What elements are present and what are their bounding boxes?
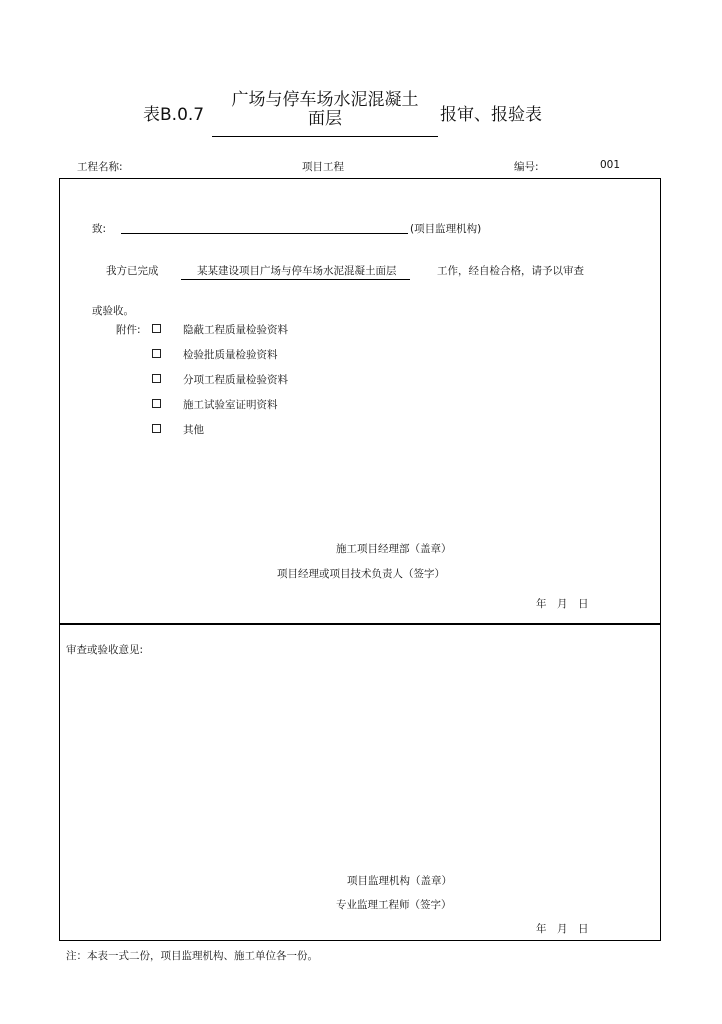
supervisor-org-stamp: 项目监理机构（盖章）: [347, 875, 452, 887]
contractor-manager-signature: 项目经理或项目技术负责人（签字）: [277, 568, 445, 580]
attachment-label-sub-item: 分项工程质量检验资料: [183, 374, 288, 386]
opinion-label: 审查或验收意见:: [66, 644, 144, 656]
project-name-label: 工程名称:: [77, 161, 123, 173]
attachment-checkbox-sub-item[interactable]: [152, 374, 161, 383]
footnote: 注：本表一式二份，项目监理机构、施工单位各一份。: [66, 950, 318, 962]
supervisor-engineer-signature: 专业监理工程师（签字）: [336, 899, 452, 911]
title-underline: [212, 136, 438, 137]
number-label: 编号:: [514, 161, 539, 173]
number-value[interactable]: 001: [600, 159, 621, 171]
completed-line2: 或验收。: [92, 305, 134, 317]
to-label: 致:: [92, 223, 107, 235]
completed-prefix: 我方已完成: [106, 265, 159, 277]
attachment-label-inspection-lot: 检验批质量检验资料: [183, 349, 278, 361]
recipient-field[interactable]: [121, 233, 408, 234]
completed-work-field[interactable]: [181, 263, 410, 280]
attachment-checkbox-inspection-lot[interactable]: [152, 349, 161, 358]
completed-work-value: 某某建设项目广场与停车场水泥混凝土面层: [181, 263, 410, 280]
project-name-value[interactable]: 项目工程: [302, 161, 344, 173]
attachment-checkbox-hidden-works[interactable]: [152, 324, 161, 333]
completed-suffix: 工作，经自检合格，请予以审查: [437, 265, 584, 277]
attachment-label-hidden-works: 隐蔽工程质量检验资料: [183, 324, 288, 336]
supervisor-date[interactable]: 年 月 日: [536, 923, 589, 935]
submission-section: [59, 178, 661, 625]
form-title-subject-line2: 面层: [308, 109, 342, 129]
attachment-label-lab-proof: 施工试验室证明资料: [183, 399, 278, 411]
attachment-checkbox-other[interactable]: [152, 424, 161, 433]
attachment-checkbox-lab-proof[interactable]: [152, 399, 161, 408]
contractor-date[interactable]: 年 月 日: [536, 598, 589, 610]
form-code: 表B.0.7: [143, 105, 205, 125]
form-title-suffix: 报审、报验表: [440, 105, 542, 125]
form-title-subject: [214, 91, 436, 129]
attachments-label: 附件:: [116, 324, 141, 336]
to-suffix: (项目监理机构): [410, 223, 482, 235]
contractor-dept-stamp: 施工项目经理部（盖章）: [336, 543, 452, 555]
form-title-subject-line1: 广场与停车场水泥混凝土: [231, 90, 419, 110]
attachment-label-other: 其他: [183, 424, 204, 436]
review-section: [59, 623, 661, 941]
